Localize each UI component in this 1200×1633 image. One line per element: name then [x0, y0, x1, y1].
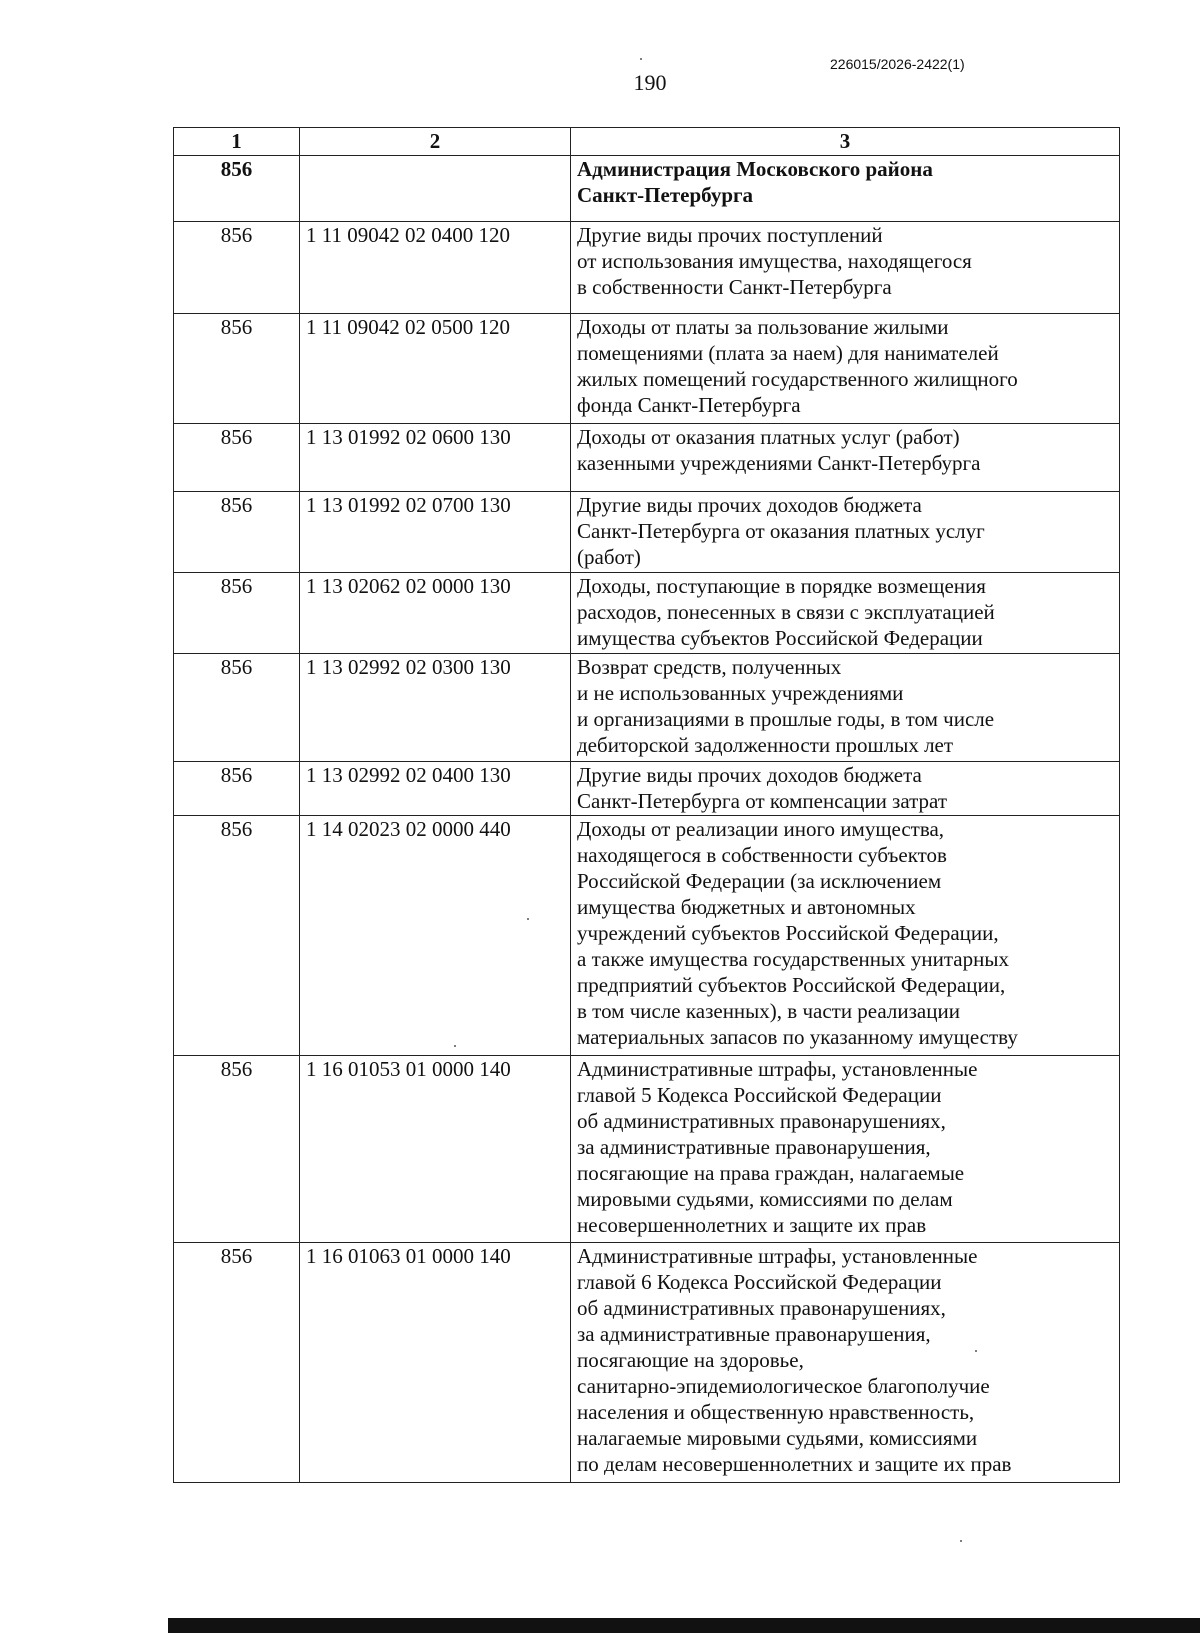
description-cell	[571, 314, 1120, 424]
description-line: населения и общественную нравственность,	[577, 1400, 975, 1424]
table-row	[174, 424, 1120, 492]
document-id: 226015/2026-2422(1)	[830, 56, 965, 72]
description-line: жилых помещений государственного жилищного	[577, 367, 1018, 391]
description-line: предприятий субъектов Российской Федерации,	[577, 973, 1006, 997]
description-line: Другие виды прочих доходов бюджета	[577, 763, 922, 787]
admin-code-cell: 856	[174, 573, 300, 654]
admin-code-cell: 856	[174, 492, 300, 573]
description-line: и не использованных учреждениями	[577, 681, 904, 705]
admin-code-cell: 856	[174, 222, 300, 314]
description-line: (работ)	[577, 545, 641, 569]
description-line: Доходы от реализации иного имущества,	[577, 817, 945, 841]
description-line: от использования имущества, находящегося	[577, 249, 972, 273]
description-line: посягающие на здоровье,	[577, 1348, 804, 1372]
revenue-code-cell	[300, 156, 571, 222]
admin-code-cell: 856	[174, 424, 300, 492]
description-line: Администрация Московского района	[577, 157, 933, 181]
table-row	[174, 222, 1120, 314]
revenue-code-cell: 1 13 02992 02 0300 130	[300, 654, 571, 762]
scan-speck	[960, 1540, 962, 1542]
table-row	[174, 654, 1120, 762]
description-line: посягающие на права граждан, налагаемые	[577, 1161, 965, 1185]
description-cell	[571, 222, 1120, 314]
admin-code-cell: 856	[174, 816, 300, 1056]
description-line: Доходы от оказания платных услуг (работ)	[577, 425, 960, 449]
admin-code-cell: 856	[174, 156, 300, 222]
description-line: Российской Федерации (за исключением	[577, 869, 942, 893]
revenue-code-cell: 1 14 02023 02 0000 440	[300, 816, 571, 1056]
description-line: в том числе казенных), в части реализации	[577, 999, 960, 1023]
description-cell	[571, 762, 1120, 816]
admin-code-cell: 856	[174, 654, 300, 762]
description-line: расходов, понесенных в связи с эксплуатацией	[577, 600, 995, 624]
description-line: Возврат средств, полученных	[577, 655, 842, 679]
description-line: об административных правонарушениях,	[577, 1109, 946, 1133]
page-number: 190	[633, 70, 667, 95]
description-cell	[571, 1243, 1120, 1483]
revenue-code-cell: 1 16 01053 01 0000 140	[300, 1056, 571, 1243]
description-line: налагаемые мировыми судьями, комиссиями	[577, 1426, 978, 1450]
admin-code-cell: 856	[174, 1056, 300, 1243]
description-line: главой 5 Кодекса Российской Федерации	[577, 1083, 942, 1107]
revenue-code-cell: 1 13 02062 02 0000 130	[300, 573, 571, 654]
description-line: Административные штрафы, установленные	[577, 1244, 978, 1268]
description-line: Доходы, поступающие в порядке возмещения	[577, 574, 986, 598]
description-cell	[571, 573, 1120, 654]
description-cell	[571, 492, 1120, 573]
description-line: за административные правонарушения,	[577, 1322, 931, 1346]
table-body	[174, 156, 1120, 1483]
table-row	[174, 156, 1120, 222]
description-line: Санкт-Петербурга от оказания платных услуг	[577, 519, 985, 543]
table-row	[174, 573, 1120, 654]
description-cell	[571, 816, 1120, 1056]
description-line: Административные штрафы, установленные	[577, 1057, 978, 1081]
description-line: имущества бюджетных и автономных	[577, 895, 916, 919]
column-header-3: 3	[571, 128, 1120, 156]
admin-code-cell: 856	[174, 1243, 300, 1483]
description-line: главой 6 Кодекса Российской Федерации	[577, 1270, 942, 1294]
revenue-code-cell: 1 13 02992 02 0400 130	[300, 762, 571, 816]
admin-code-cell: 856	[174, 314, 300, 424]
description-cell	[571, 1056, 1120, 1243]
scan-speck	[975, 1350, 977, 1352]
description-line: Санкт-Петербурга	[577, 183, 754, 207]
table-row	[174, 314, 1120, 424]
column-header-1: 1	[174, 128, 300, 156]
revenue-codes-table	[173, 127, 1120, 1483]
description-line: Другие виды прочих доходов бюджета	[577, 493, 922, 517]
description-line: казенными учреждениями Санкт-Петербурга	[577, 451, 981, 475]
revenue-code-cell: 1 16 01063 01 0000 140	[300, 1243, 571, 1483]
table-row	[174, 1056, 1120, 1243]
column-header-2: 2	[300, 128, 571, 156]
description-cell	[571, 654, 1120, 762]
description-line: и организациями в прошлые годы, в том числе	[577, 707, 995, 731]
scan-edge-bar	[168, 1618, 1200, 1633]
description-line: а также имущества государственных унитарных	[577, 947, 1009, 971]
admin-code-cell: 856	[174, 762, 300, 816]
description-line: фонда Санкт-Петербурга	[577, 393, 801, 417]
table-row	[174, 816, 1120, 1056]
table-header-row	[174, 128, 1120, 156]
description-line: в собственности Санкт-Петербурга	[577, 275, 892, 299]
description-line: санитарно-эпидемиологическое благополучие	[577, 1374, 990, 1398]
table-row	[174, 1243, 1120, 1483]
description-line: материальных запасов по указанному имуществу	[577, 1025, 1018, 1049]
description-line: дебиторской задолженности прошлых лет	[577, 733, 954, 757]
revenue-code-cell: 1 11 09042 02 0500 120	[300, 314, 571, 424]
revenue-code-cell: 1 13 01992 02 0700 130	[300, 492, 571, 573]
description-line: Другие виды прочих поступлений	[577, 223, 883, 247]
description-line: мировыми судьями, комиссиями по делам	[577, 1187, 953, 1211]
description-cell	[571, 424, 1120, 492]
description-line: по делам несовершеннолетних и защите их прав	[577, 1452, 1012, 1476]
description-line: несовершеннолетних и защите их прав	[577, 1213, 927, 1237]
description-line: находящегося в собственности субъектов	[577, 843, 947, 867]
table-row	[174, 492, 1120, 573]
description-line: за административные правонарушения,	[577, 1135, 931, 1159]
revenue-code-cell: 1 13 01992 02 0600 130	[300, 424, 571, 492]
scan-speck	[640, 58, 642, 60]
description-line: Санкт-Петербурга от компенсации затрат	[577, 789, 948, 813]
scan-speck	[527, 918, 529, 920]
description-line: помещениями (плата за наем) для нанимателей	[577, 341, 999, 365]
table-row	[174, 762, 1120, 816]
description-line: имущества субъектов Российской Федерации	[577, 626, 983, 650]
description-line: об административных правонарушениях,	[577, 1296, 946, 1320]
description-line: Доходы от платы за пользование жилыми	[577, 315, 949, 339]
revenue-code-cell: 1 11 09042 02 0400 120	[300, 222, 571, 314]
scan-speck	[454, 1045, 456, 1047]
description-line: учреждений субъектов Российской Федерации,	[577, 921, 999, 945]
description-cell	[571, 156, 1120, 222]
